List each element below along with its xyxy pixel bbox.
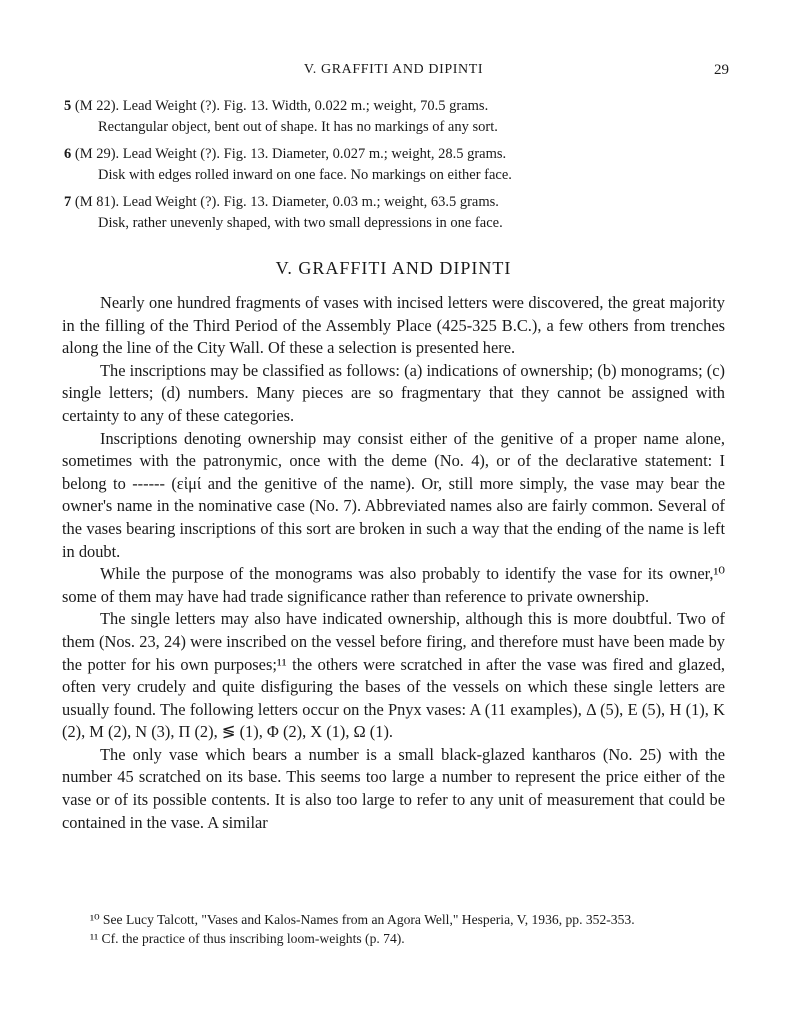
footnote: ¹¹ Cf. the practice of thus inscribing loom-weights (p. 74). [90,931,405,946]
paragraph: While the purpose of the monograms was also probably to identify the vase for its owner,¹⁰ some of them may have had trade significance rather than reference to private ownership. [62,564,725,606]
catalog-entries [64,96,724,240]
entry-heading: (M 22). Lead Weight (?). Fig. 13. Width, 0.022 m.; weight, 70.5 grams. [74,98,489,114]
page-number: 29 [714,62,729,78]
section-heading: V. GRAFFITI AND DIPINTI [275,258,512,278]
entry-heading: (M 29). Lead Weight (?). Fig. 13. Diameter, 0.027 m.; weight, 28.5 grams. [74,146,507,162]
paragraph: The inscriptions may be classified as follows: (a) indications of ownership; (b) monograms; (c) single letters; (d) numbers. Many pieces are so fragmentary that they cannot be assigned with certainty to any of these categories. [62,360,725,425]
catalog-entry [64,192,724,234]
running-title: V. GRAFFITI AND DIPINTI [303,62,484,77]
paragraph: Nearly one hundred fragments of vases with incised letters were discovered, the great majority in the filling of the Third Period of the Assembly Place (425-325 B.C.), a few others from trenches along the line of the City Wall. Of these a selection is presented here. [62,293,725,358]
entry-number: 5 [64,98,72,114]
entry-description: Disk with edges rolled inward on one face. No markings on either face. [98,167,512,183]
catalog-entry [64,144,724,186]
footnotes [62,910,725,948]
entry-number: 6 [64,146,72,162]
paragraph: Inscriptions denoting ownership may consist either of the genitive of a proper name alone, sometimes with the patronymic, once with the deme (No. 4), or of the declarative statement: I belong to ------ (εἰμί and the genitive of the name). Or, still more simply, the vase may bear the owner's name in the nominative case (No. 7). Abbreviated names also are fairly common. Several of the vases bearing inscriptions of this sort are broken in such a way that the ending of the name is left in doubt. [62,428,725,561]
entry-description: Disk, rather unevenly shaped, with two small depressions in one face. [98,215,503,231]
entry-heading: (M 81). Lead Weight (?). Fig. 13. Diameter, 0.03 m.; weight, 63.5 grams. [74,194,499,210]
entry-description: Rectangular object, bent out of shape. It has no markings of any sort. [98,119,498,135]
body-text [62,292,725,834]
catalog-entry [64,96,724,138]
entry-number: 7 [64,194,72,210]
footnote: ¹⁰ See Lucy Talcott, "Vases and Kalos-Names from an Agora Well," Hesperia, V, 1936, pp. 352-353. [90,912,635,927]
paragraph: The only vase which bears a number is a small black-glazed kantharos (No. 25) with the number 45 scratched on its base. This seems too large a number to represent the price either of the vase or of its possible contents. It is also too large to refer to any unit of measurement that could be contained in the vase. A similar [62,744,725,832]
running-header [0,62,787,82]
paragraph: The single letters may also have indicated ownership, although this is more doubtful. Two of them (Nos. 23, 24) were inscribed on the vessel before firing, and therefore must have been made by the potter for his own purposes;¹¹ the others were scratched in after the vase was fired and glazed, often very crudely and quite disfiguring the bases of the vessels on which these single letters are usually found. The following letters occur on the Pnyx vases: A (11 examples), Δ (5), E (5), H (1), K (2), M (2), N (3), Π (2), ≶ (1), Φ (2), X (1), Ω (1). [62,609,725,742]
